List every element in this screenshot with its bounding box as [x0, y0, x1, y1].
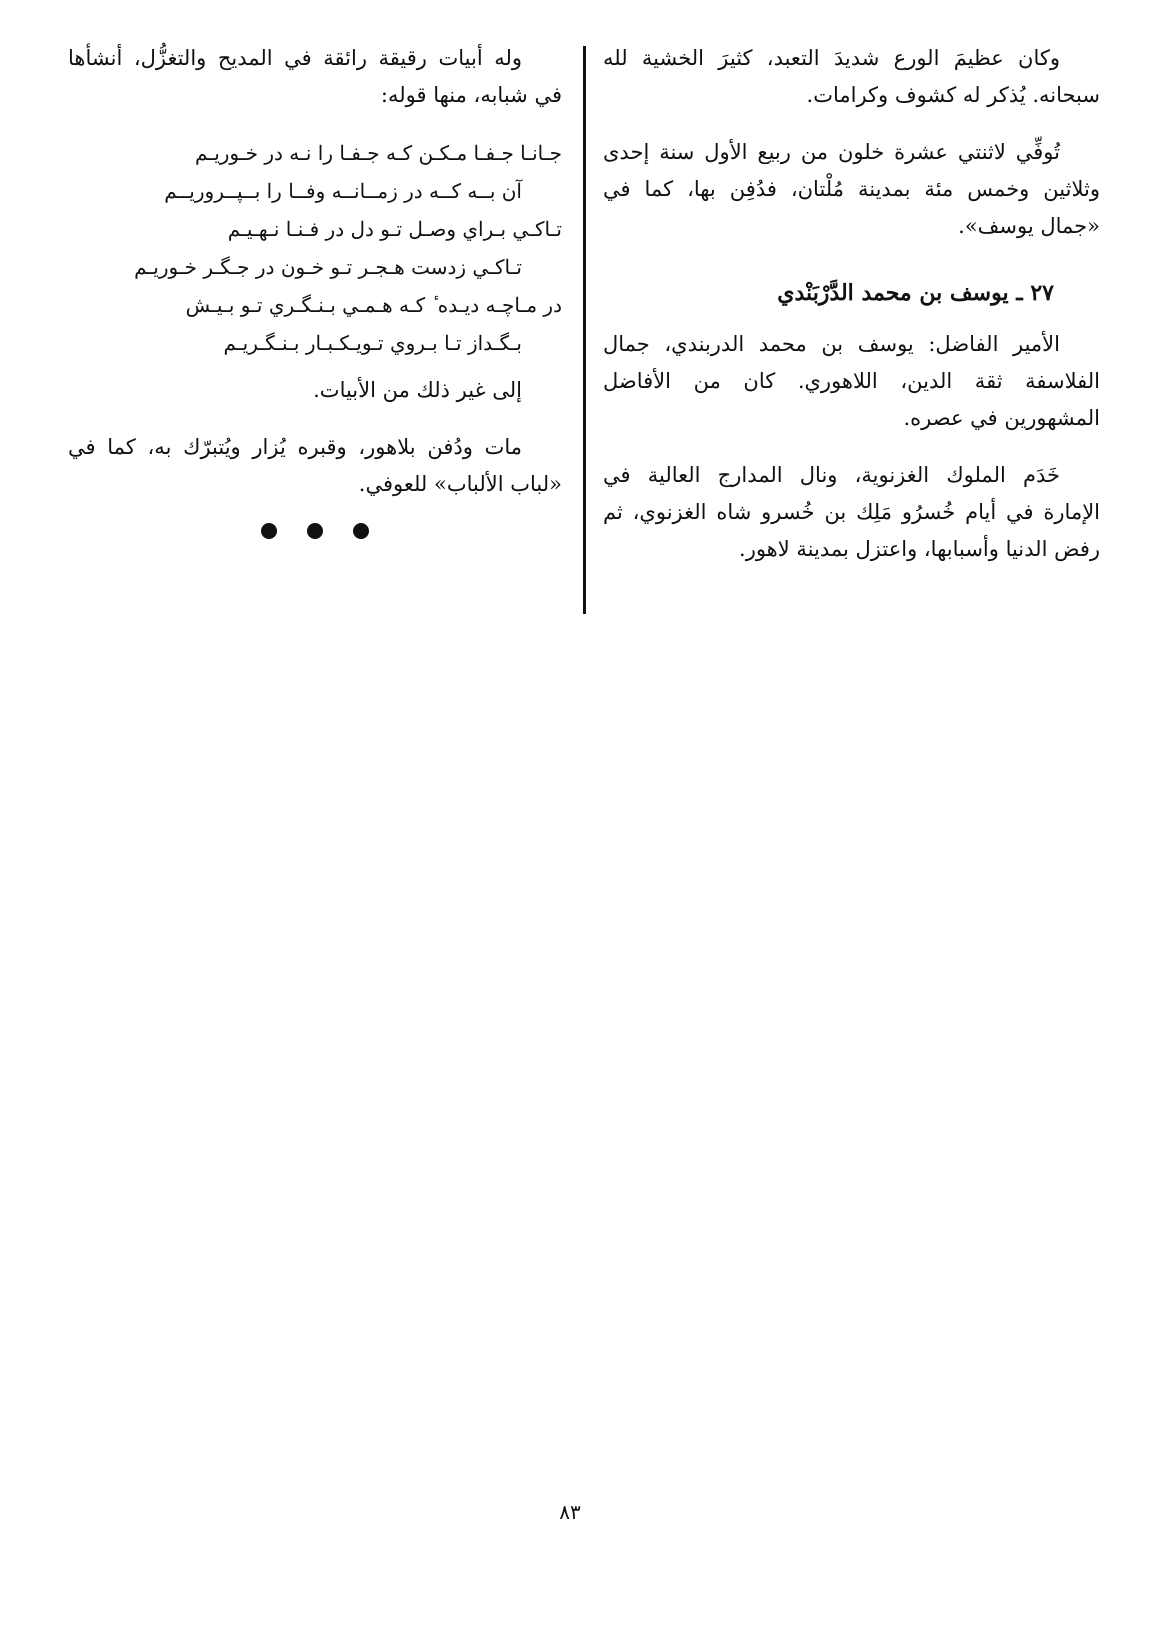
paragraph-piety: وكان عظيمَ الورع شديدَ التعبد، كثيرَ الخشية لله سبحانه. يُذكر له كشوف وكرامات. — [603, 46, 1100, 107]
ornament-dot — [353, 523, 369, 539]
paragraph-career: خَدَم الملوك الغزنوية، ونال المدارج العالية في الإمارة في أيام خُسرُو مَلِك بن خُسرو شاه الغزنوي، ثم رفض الدنيا وأسبابها، واعتزل بمدينة لاهور. — [603, 463, 1100, 561]
page-number: ٨٣ — [559, 1500, 581, 1524]
right-column — [603, 40, 1100, 588]
section-end-ornament — [68, 523, 562, 539]
entry-heading: ٢٧ ـ يوسف بن محمد الدَّرْبَنْدي — [777, 280, 1054, 306]
paragraph-etc: إلى غير ذلك من الأبيات. — [313, 378, 522, 402]
ornament-dot — [261, 523, 277, 539]
ornament-dot — [307, 523, 323, 539]
verse-line: تـاكـي بـراي وصـل تـو دل در فـنـا نـهـيـم — [227, 217, 562, 241]
left-column — [68, 40, 562, 539]
verse-line: در مـاچـه ديـده ٔ كـه هـمـي بـنـگـري تـو بـيـش — [185, 293, 562, 317]
verse-line: تـاكـي زدست هـجـر تـو خـون در جـگـر خـوريـم — [134, 255, 522, 279]
paragraph-verses-intro: وله أبيات رقيقة رائقة في المديح والتغزُّل، أنشأها في شبابه، منها قوله: — [68, 46, 562, 107]
column-divider — [583, 46, 586, 614]
verse-line: جـانـا جـفـا مـكـن كـه جـفـا را نـه در خـوريـم — [195, 141, 562, 165]
paragraph-death: تُوفِّي لاثنتي عشرة خلون من ربيع الأول سنة إحدى وثلاثين وخمس مئة بمدينة مُلْتان، فدُفِن بها، كما في «جمال يوسف». — [603, 140, 1100, 238]
verse-line: آن بــه كــه در زمــانــه وفــا را بــپــروريــم — [164, 179, 522, 203]
paragraph-intro: الأمير الفاضل: يوسف بن محمد الدربندي، جمال الفلاسفة ثقة الدين، اللاهوري. كان من الأفاضل المشهورين في عصره. — [603, 332, 1100, 430]
paragraph-burial: مات ودُفن بلاهور، وقبره يُزار ويُتبرّك به، كما في «لباب الألباب» للعوفي. — [68, 435, 562, 496]
verse-line: بـگـداز تـا بـروي تـويـكـبـار بـنـگـريـم — [223, 331, 522, 355]
